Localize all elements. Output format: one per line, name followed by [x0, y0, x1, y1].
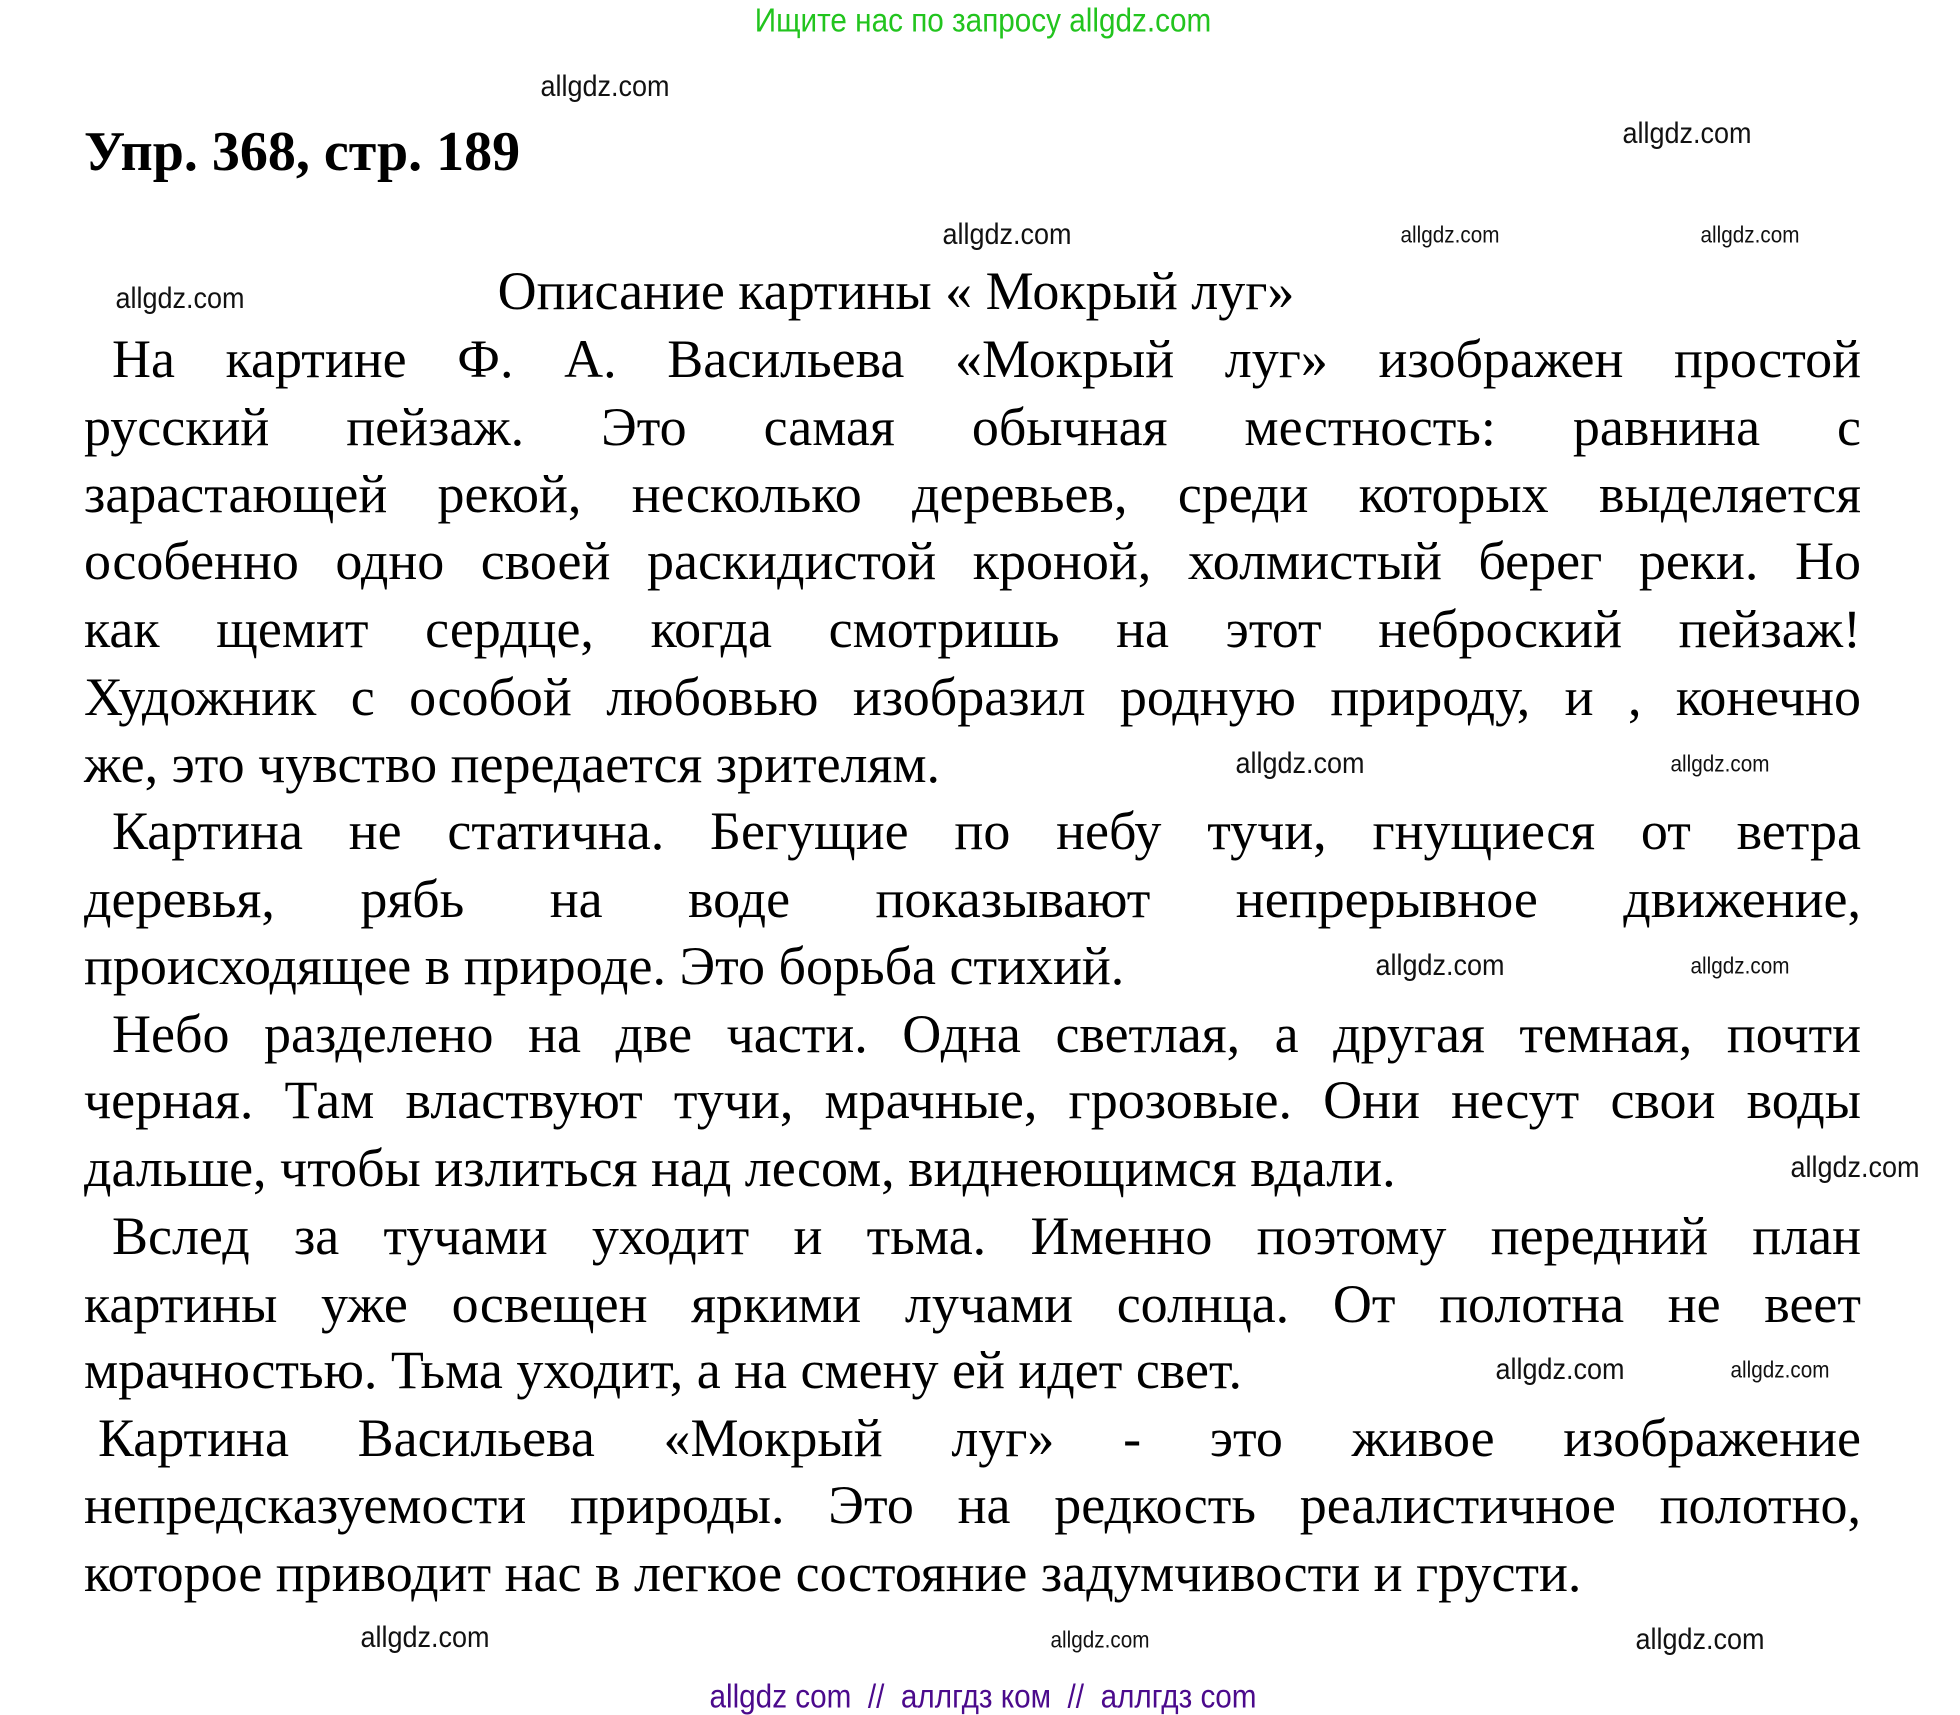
text-line: дальше, чтобы излиться над лесом, виднеющимся вдали.	[84, 1138, 1396, 1198]
text-line: зарастающей рекой, несколько деревьев, среди которых выделяется	[84, 464, 1861, 524]
text-line: как щемит сердце, когда смотришь на этот неброский пейзаж!	[84, 599, 1861, 659]
text-line: Картина Васильева «Мокрый луг» - это живое изображение	[98, 1408, 1861, 1468]
watermark: allgdz.com	[1622, 117, 1752, 150]
text-line: непредсказуемости природы. Это на редкость реалистичное полотно,	[84, 1475, 1861, 1535]
watermark: allgdz.com	[1635, 1623, 1765, 1656]
text-line: которое приводит нас в легкое состояние задумчивости и грусти.	[84, 1543, 1582, 1603]
text-line: происходящее в природе. Это борьба стихий.	[84, 936, 1125, 996]
watermark: allgdz.com	[1700, 221, 1800, 248]
watermark: allgdz.com	[1790, 1151, 1920, 1184]
text-line: На картине Ф. А. Васильева «Мокрый луг» изображен простой	[112, 329, 1861, 389]
text-line: Вслед за тучами уходит и тьма. Именно поэтому передний план	[112, 1206, 1861, 1266]
text-line: же, это чувство передается зрителям.	[84, 734, 941, 794]
watermark: allgdz.com	[1690, 952, 1790, 979]
watermark: allgdz.com	[360, 1621, 490, 1654]
text-line: русский пейзаж. Это самая обычная местность: равнина с	[84, 397, 1861, 457]
watermark: allgdz.com	[1235, 747, 1365, 780]
watermark: allgdz.com	[1730, 1356, 1830, 1383]
essay-title: Описание картины « Мокрый луг»	[497, 261, 1295, 321]
text-line: черная. Там властвуют тучи, мрачные, грозовые. Они несут свои воды	[84, 1070, 1861, 1130]
text-line: Художник с особой любовью изобразил родную природу, и , конечно	[84, 667, 1861, 727]
top-banner[interactable]: Ищите нас по запросу allgdz.com	[754, 1, 1212, 39]
watermark: allgdz.com	[942, 218, 1072, 251]
text-line: мрачностью. Тьма уходит, а на смену ей идет свет.	[84, 1340, 1242, 1400]
watermark: allgdz.com	[1400, 221, 1500, 248]
watermark: allgdz.com	[1375, 949, 1505, 982]
watermark: allgdz.com	[1050, 1626, 1150, 1653]
footer-links[interactable]: allgdz com // аллгдз ком // аллгдз com	[709, 1677, 1257, 1715]
exercise-title: Упр. 368, стр. 189	[84, 121, 521, 183]
text-line: картины уже освещен яркими лучами солнца. От полотна не веет	[84, 1274, 1861, 1334]
watermark: allgdz.com	[115, 282, 245, 315]
watermark: allgdz.com	[540, 70, 670, 103]
text-line: Небо разделено на две части. Одна светлая, а другая темная, почти	[112, 1004, 1861, 1064]
text-line: деревья, рябь на воде показывают непрерывное движение,	[84, 869, 1861, 929]
text-line: Картина не статична. Бегущие по небу тучи, гнущиеся от ветра	[112, 801, 1861, 861]
watermark: allgdz.com	[1495, 1353, 1625, 1386]
watermark: allgdz.com	[1670, 750, 1770, 777]
text-line: особенно одно своей раскидистой кроной, холмистый берег реки. Но	[84, 531, 1861, 591]
